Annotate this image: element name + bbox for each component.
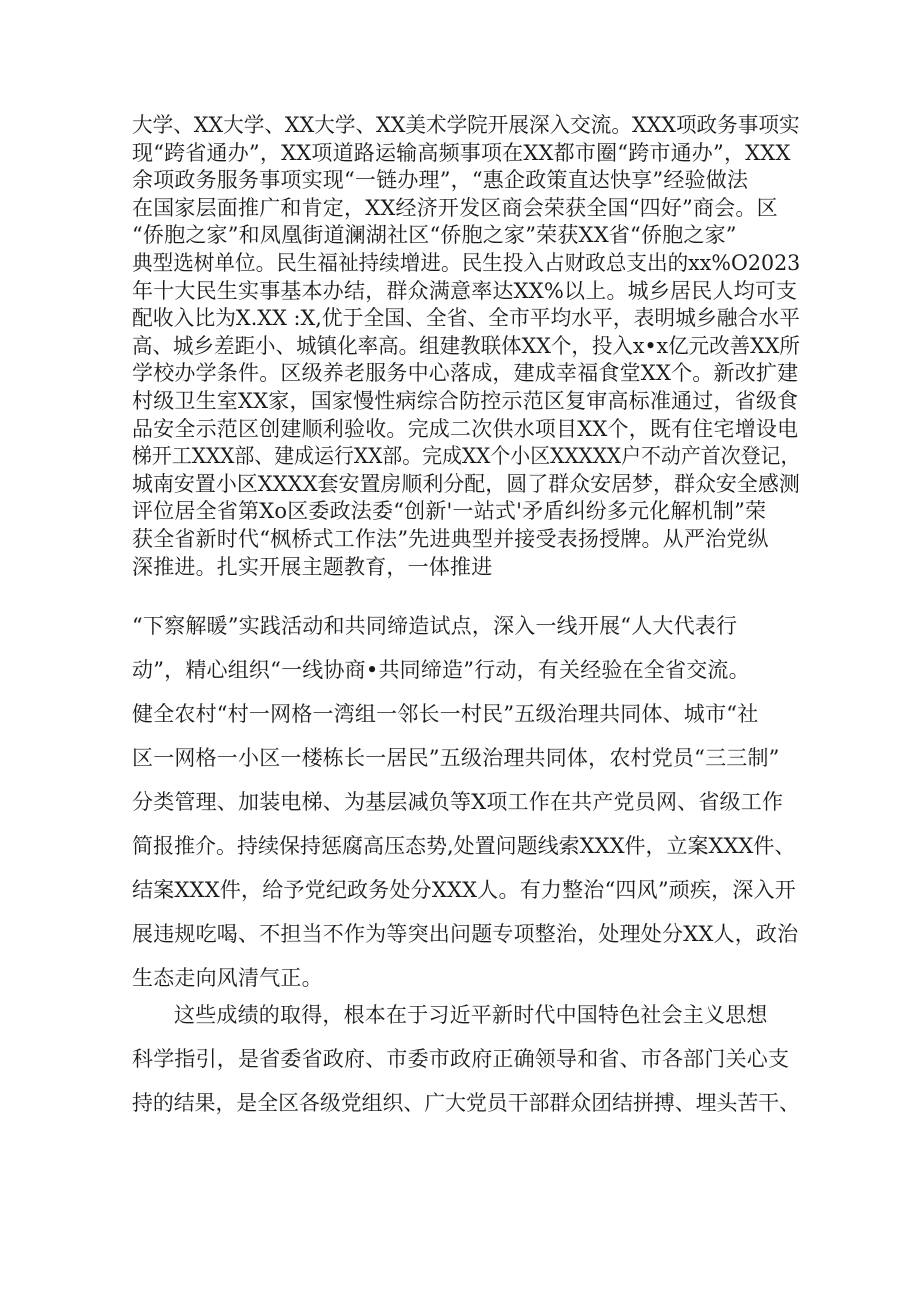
paragraph-achievements (132, 112, 800, 581)
text-line: 持的结果，是全区各级党组织、广大党员干部群众团结拼搏、埋头苦干、 (132, 1091, 800, 1115)
text-line: 典型选树单位。民生福祉持续增进。民生投入占财政总支出的xx%O2023 (132, 250, 801, 275)
text-line: 科学指引，是省委省政府、市委市政府正确领导和省、市各部门关心支 (132, 1047, 790, 1071)
text-line: 评位居全省第Xo区委政法委“创新'一站式'矛盾纠纷多元化解机制”荣 (132, 499, 767, 524)
text-line: 城南安置小区XXXX套安置房顺利分配，圆了群众安居梦，群众安全感测 (132, 471, 800, 496)
text-line: 大学、XX大学、XX大学、XX美术学院开展深入交流。XXX项政务事项实 (132, 113, 800, 137)
paragraph-conclusion (132, 993, 800, 1125)
paragraph-party-governance (132, 604, 800, 1000)
text-line: 村级卫生室XX家，国家慢性病综合防控示范区复审高标准通过，省级食 (132, 388, 799, 413)
text-line: 获全省新时代“枫桥式工作法”先进典型并接受表扬授牌。从严治党纵 (132, 526, 769, 551)
text-line: 这些成绩的取得，根本在于习近平新时代中国特色社会主义思想 (174, 1003, 768, 1027)
text-line: 分类管理、加装电梯、为基层减负等X项工作在共产党员网、省级工作 (132, 790, 784, 814)
text-line: 生态走向风清气正。 (132, 966, 323, 990)
text-line: 学校办学条件。区级养老服务中心落成，建成幸福食堂XX个。新改扩建 (132, 361, 799, 386)
text-line: “下察解暖”实践活动和共同缔造试点，深入一线开展“人大代表行 (132, 614, 738, 638)
text-line: 在国家层面推广和肯定，XX经济开发区商会荣获全国“四好”商会。区 (132, 195, 778, 220)
text-line: 区一网格一小区一楼栋长一居民”五级治理共同体，农村党员“三三制” (132, 746, 780, 770)
text-line: 深推进。扎实开展主题教育，一体推进 (132, 554, 493, 579)
text-line: 现“跨省通办”，XX项道路运输高频事项在XX都市圈“跨市通办”，XXX (132, 140, 791, 165)
text-line: 结案XXX件，给予党纪政务处分XXX人。有力整治“四风”顽疾，深入开 (132, 878, 796, 902)
text-line: 动”，精心组织“一线协商•共同缔造”行动，有关经验在全省交流。 (132, 658, 750, 682)
text-line: 梯开工XXX部、建成运行XX部。完成XX个小区XXXXX户不动产首次登记， (132, 444, 801, 469)
text-line: 余项政务服务事项实现“一链办理”，“惠企政策直达快享”经验做法 (132, 168, 749, 193)
text-line: “侨胞之家”和凤凰街道澜湖社区“侨胞之家”荣获XX省“侨胞之家” (132, 223, 737, 248)
text-line: 高、城乡差距小、城镇化率高。组建教联体XX个，投入x•x亿元改善XX所 (132, 333, 800, 358)
text-line: 配收入比为X.XX :X,优于全国、全省、全市平均水平，表明城乡融合水平 (132, 306, 800, 331)
text-line: 简报推介。持续保持惩腐高压态势,处置问题线索XXX件，立案XXX件、 (132, 834, 796, 858)
text-line: 健全农村“村一网格一湾组一邻长一村民”五级治理共同体、城市“社 (132, 702, 759, 726)
text-line: 展违规吃喝、不担当不作为等突出问题专项整治，处理处分XX人，政治 (132, 922, 799, 946)
text-line: 年十大民生实事基本办结，群众满意率达XX%以上。城乡居民人均可支 (132, 278, 798, 303)
text-line: 品安全示范区创建顺利验收。完成二次供水项目XX个，既有住宅增设电 (132, 416, 799, 441)
